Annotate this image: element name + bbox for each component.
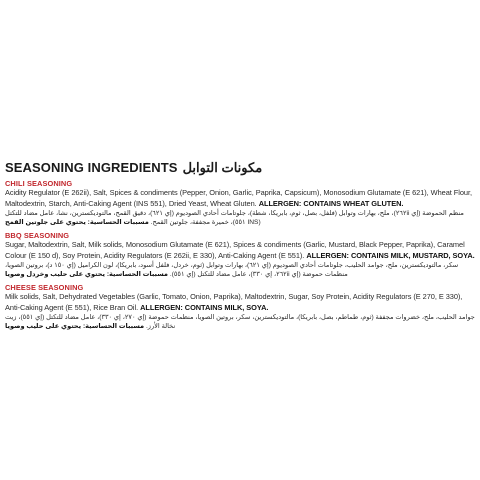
ingredients-text-arabic: سكر، مالتوديكسترين، ملح، جوامد الحليب، جلوتامات أحادي الصوديوم (إي ٦٢١)، بهارات وتوابل (ثوم، خردل، فلفل أسود، بابريكا)، لون الكراميل (إي ١٥٠ د)، بروتين الصويا، منظمات حموضة (إي ٢٦٢ii، إي ٣٣٠)، عامل مضاد للتكتل (إي ٥٥١). <box>5 261 459 279</box>
section-title: CHILI SEASONING <box>5 179 73 188</box>
allergen-text-arabic: مسببات الحساسية: يحتوي على حليب وصويا <box>5 323 145 331</box>
section-title: BBQ SEASONING <box>5 231 70 240</box>
section-title: CHEESE SEASONING <box>5 283 84 292</box>
section-cheese <box>5 283 476 332</box>
allergen-text: ALLERGEN: CONTAINS WHEAT GLUTEN. <box>258 198 404 208</box>
allergen-text: ALLERGEN: CONTAINS MILK, SOYA. <box>140 302 269 312</box>
ingredients-english <box>5 188 476 208</box>
allergen-text-arabic: مسببات الحساسية: يحتوي على حليب وخردل وصويا <box>5 271 169 279</box>
ingredients-arabic <box>5 261 476 280</box>
ingredients-panel <box>5 160 476 335</box>
page-title <box>5 160 476 176</box>
ingredients-arabic <box>5 313 476 332</box>
title-arabic: مكونات التوابل <box>182 160 263 175</box>
ingredients-text-arabic: منظم الحموضة (إي ٢٦٢ii)، ملح، بهارات وتوابل (فلفل، بصل، ثوم، بابريكا، شطة)، جلوتامات أحادي الصوديوم (إي ٦٢١)، دقيق القمح، مالتوديكسترين، نشا، عامل مضاد للتكتل (INS ٥٥١)، خميرة مجففة، جلوتين القمح. <box>5 209 464 227</box>
allergen-text: ALLERGEN: CONTAINS MILK, MUSTARD, SOYA. <box>306 250 475 260</box>
ingredients-text: Sugar, Maltodextrin, Salt, Milk solids, Monosodium Glutamate (E 621), Spices & condiments (Garlic, Mustard, Black Pepper, Paprika), Caramel Colour (E 150 d), Soy Protein, Acidity Regulators (E 262ii, E 330), Anti-Caking Agent (E 551). <box>5 240 465 260</box>
ingredients-text-arabic: جوامد الحليب، ملح، خضروات مجففة (ثوم، طماطم، بصل، بابريكا)، مالتوديكسترين، سكر، بروتين الصويا، منظمات حموضة (إي ٢٧٠، إي ٣٣٠)، عامل مضاد للتكتل (إي ٥٥١)، زيت نخالة الأرز. <box>5 313 475 331</box>
ingredients-text: Milk solids, Salt, Dehydrated Vegetables (Garlic, Tomato, Onion, Paprika), Maltodextrin, Sugar, Soy Protein, Acidity Regulators (E 270, E 330), Anti-Caking Agent (E 551), Rice Bran Oil. <box>5 292 463 312</box>
allergen-text-arabic: مسببات الحساسية: يحتوي على جلوتين القمح <box>5 219 149 227</box>
ingredients-arabic <box>5 209 476 228</box>
title-english: SEASONING INGREDIENTS <box>5 160 178 175</box>
section-chili <box>5 179 476 228</box>
ingredients-text: Acidity Regulator (E 262ii), Salt, Spices & condiments (Pepper, Onion, Garlic, Paprika, Capsicum), Monosodium Glutamate (E 621), Wheat Flour, Maltodextrin, Starch, Anti-Caking Agent (INS 551), Dried Yeast, Wheat Gluten. <box>5 188 472 208</box>
ingredients-english <box>5 240 476 260</box>
ingredients-english <box>5 292 476 312</box>
section-bbq <box>5 231 476 280</box>
